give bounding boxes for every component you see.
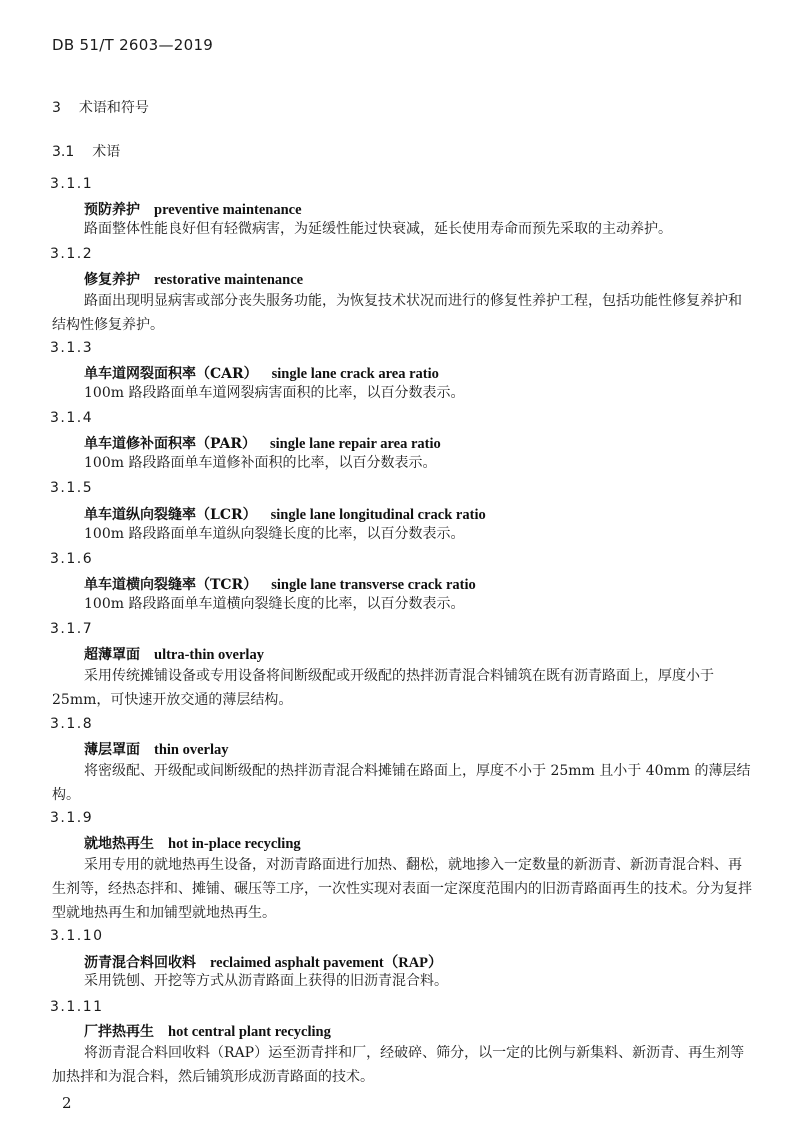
term-en: reclaimed asphalt pavement（RAP）: [210, 955, 443, 971]
term-definition: 将沥青混合料回收料（RAP）运至沥青拌和厂，经破碎、筛分，以一定的比例与新集料、新沥青、再生剂等加热拌和为混合料，然后铺筑形成沥青路面的技术。: [52, 1045, 745, 1085]
clause-number: 3.1.6: [50, 551, 94, 567]
term-definition: 100m 路段路面单车道横向裂缝长度的比率，以百分数表示。: [84, 596, 465, 612]
term-heading: [84, 269, 303, 289]
term-en: single lane crack area ratio: [271, 366, 439, 382]
term-zh: 预防养护: [84, 202, 140, 218]
term-zh: 单车道网裂面积率（CAR）: [84, 366, 258, 382]
term-definition: 采用传统摊铺设备或专用设备将间断级配或开级配的热拌沥青混合料铺筑在既有沥青路面上，厚度小于 25mm，可快速开放交通的薄层结构。: [52, 668, 714, 708]
clause-number: 3.1.11: [50, 999, 104, 1015]
term-en: single lane repair area ratio: [270, 436, 441, 452]
term-definition: 采用铣刨、开挖等方式从沥青路面上获得的旧沥青混合料。: [84, 973, 448, 989]
term-zh: 厂拌热再生: [84, 1024, 154, 1040]
term-heading: [84, 363, 439, 383]
clause-number: 3.1.7: [50, 621, 94, 637]
term-zh: 单车道修补面积率（PAR）: [84, 436, 257, 452]
subsection-heading: [52, 141, 120, 161]
term-zh: 就地热再生: [84, 836, 154, 852]
term-en: ultra-thin overlay: [154, 647, 264, 663]
subsection-number: 3.1: [52, 144, 75, 160]
term-definition: 路面出现明显病害或部分丧失服务功能，为恢复技术状况而进行的修复性养护工程，包括功能性修复养护和结构性修复养护。: [52, 293, 742, 333]
term-en: preventive maintenance: [154, 202, 302, 218]
term-definition: 将密级配、开级配或间断级配的热拌沥青混合料摊铺在路面上，厚度不小于 25mm 且小于 40mm 的薄层结构。: [52, 763, 751, 803]
term-zh: 单车道纵向裂缝率（LCR）: [84, 507, 257, 523]
term-heading: [84, 739, 229, 759]
term-zh: 修复养护: [84, 272, 140, 288]
term-en: single lane transverse crack ratio: [271, 577, 476, 593]
section-title: 术语和符号: [78, 100, 149, 116]
term-en: hot in-place recycling: [168, 836, 301, 852]
term-definition: 采用专用的就地热再生设备，对沥青路面进行加热、翻松，就地掺入一定数量的新沥青、新沥青混合料、再生剂等，经热态拌和、摊铺、碾压等工序，一次性实现对表面一定深度范围内的旧沥青路面再生的技术。分为复拌型就地热再生和加铺型就地热再生。: [52, 857, 752, 921]
term-zh: 沥青混合料回收料: [84, 955, 196, 971]
term-zh: 薄层罩面: [84, 742, 140, 758]
clause-number: 3.1.10: [50, 928, 104, 944]
term-definition: 100m 路段路面单车道纵向裂缝长度的比率，以百分数表示。: [84, 526, 465, 542]
standard-code-header: DB 51/T 2603—2019: [52, 36, 214, 54]
clause-number: 3.1.1: [50, 176, 94, 192]
term-heading: [84, 574, 476, 594]
term-heading: [84, 433, 441, 453]
term-definition: 100m 路段路面单车道网裂病害面积的比率，以百分数表示。: [84, 385, 465, 401]
section-heading: [52, 97, 149, 117]
term-en: restorative maintenance: [154, 272, 304, 288]
subsection-title: 术语: [92, 144, 121, 160]
clause-number: 3.1.2: [50, 246, 94, 262]
term-zh: 超薄罩面: [84, 647, 140, 663]
clause-number: 3.1.4: [50, 410, 94, 426]
clause-number: 3.1.9: [50, 810, 94, 826]
term-definition: 100m 路段路面单车道修补面积的比率，以百分数表示。: [84, 455, 437, 471]
term-zh: 单车道横向裂缝率（TCR）: [84, 577, 258, 593]
clause-number: 3.1.8: [50, 716, 94, 732]
clause-number: 3.1.5: [50, 480, 94, 496]
term-en: single lane longitudinal crack ratio: [270, 507, 486, 523]
page-number: 2: [62, 1094, 72, 1112]
term-en: hot central plant recycling: [168, 1024, 331, 1040]
term-heading: [84, 644, 264, 664]
term-heading: [84, 1021, 331, 1041]
term-heading: [84, 833, 301, 853]
term-en: thin overlay: [154, 742, 229, 758]
term-definition: 路面整体性能良好但有轻微病害，为延缓性能过快衰减，延长使用寿命而预先采取的主动养护。: [84, 221, 672, 237]
section-number: 3: [52, 100, 61, 116]
clause-number: 3.1.3: [50, 340, 94, 356]
term-heading: [84, 504, 486, 524]
term-heading: [84, 199, 302, 219]
